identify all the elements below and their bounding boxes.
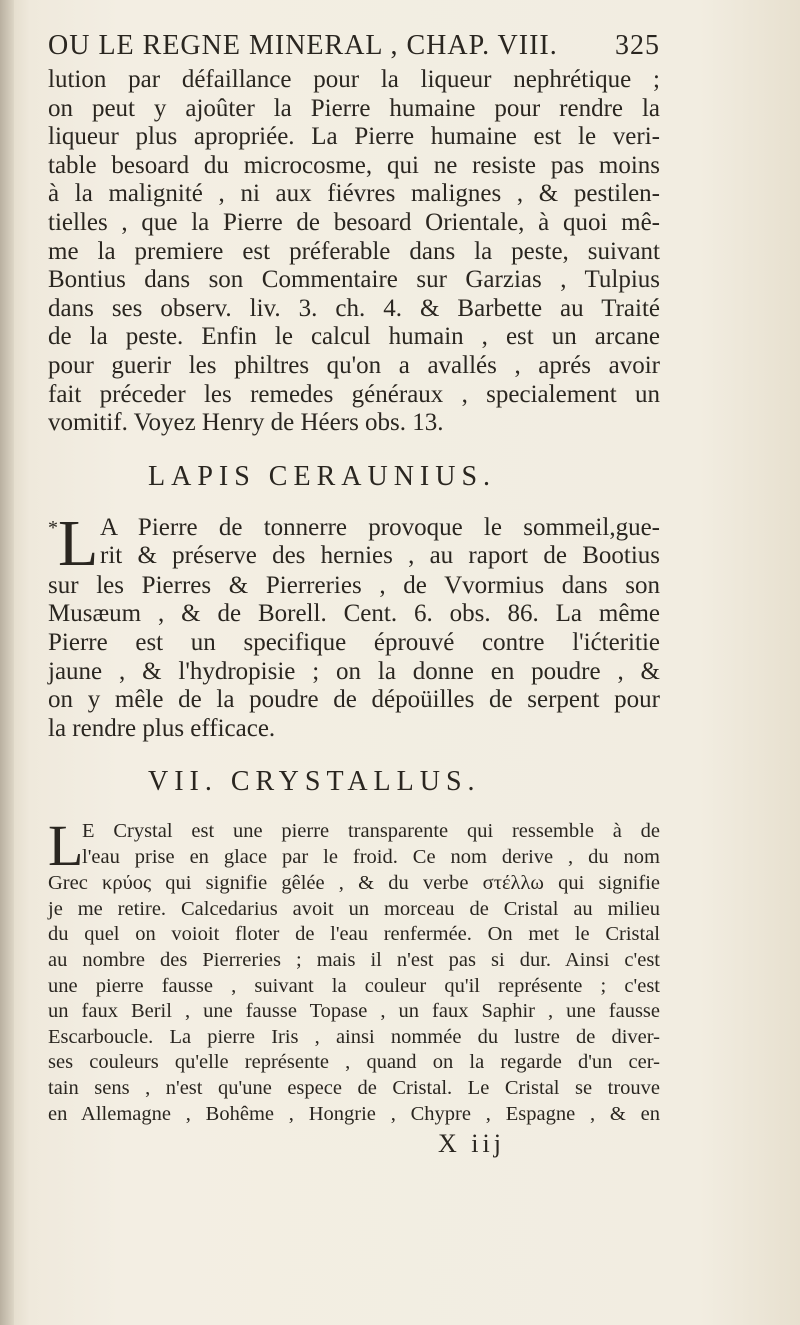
text-line: Bontius dans son Commentaire sur Garzias , Tulpius (48, 266, 660, 294)
text-line: Pierre est un specifique éprouvé contre l'ićteritie (48, 628, 660, 656)
text-line: Musæum , & de Borell. Cent. 6. obs. 86. La même (48, 600, 660, 628)
text-line: me la premiere est préferable dans la peste, suivant (48, 237, 660, 265)
text-line: du quel on voioit floter de l'eau renfermée. On met le Cristal (48, 923, 660, 946)
text-line: vomitif. Voyez Henry de Héers obs. 13. (48, 409, 444, 437)
text-line: pour guerir les philtres qu'on a avallés , aprés avoir (48, 351, 660, 379)
text-line: l'eau prise en glace par le froid. Ce nom derive , du nom (82, 845, 660, 868)
dropcap-row (48, 506, 660, 580)
text-line: on peut y ajoûter la Pierre humaine pour rendre la (48, 94, 660, 122)
text-line: Grec κρύος qui signifie gêlée , & du verbe στέλλω qui signifie (48, 872, 660, 895)
text-line: tain sens , n'est qu'une espece de Cristal. Le Cristal se trouve (48, 1077, 660, 1100)
text-line: une pierre fausse , suivant la couleur qu'il représente ; c'est (48, 974, 660, 997)
running-head (48, 30, 660, 62)
running-head-title: OU LE REGNE MINERAL , CHAP. VIII. (48, 30, 558, 61)
text-line: au nombre des Pierreries ; mais il n'est pas si dur. Ainsi c'est (48, 949, 660, 972)
text-line: de la peste. Enfin le calcul humain , est un arcane (48, 323, 660, 351)
text-line: jaune , & l'hydropisie ; on la donne en poudre , & (48, 657, 660, 685)
text-line: rit & préserve des hernies , au raport de Bootius (100, 542, 660, 570)
text-line: dans ses observ. liv. 3. ch. 4. & Barbette au Traité (48, 294, 660, 322)
text-line: lution par défaillance pour la liqueur nephrétique ; (48, 66, 660, 93)
text-line: en Allemagne , Bohême , Hongrie , Chypre , Espagne , & en (48, 1102, 660, 1125)
text-line: je me retire. Calcedarius avoit un morceau de Cristal au milieu (48, 897, 660, 920)
dropcap-lines (100, 514, 660, 572)
text-line: sur les Pierres & Pierreries , de Vvormius dans son (48, 571, 660, 599)
text-line: E Crystal est une pierre transparente qui ressemble à de (82, 820, 660, 843)
text-line: ses couleurs qu'elle représente , quand on la regarde d'un cer- (48, 1051, 660, 1074)
dropcap-row (48, 813, 660, 879)
text-line: fait préceder les remedes généraux , specialement un (48, 380, 660, 408)
text-line: la rendre plus efficace. (48, 714, 276, 742)
drop-cap: L (48, 813, 84, 879)
page-number: 325 (615, 30, 660, 61)
paragraph-3 (48, 813, 660, 1127)
dropcap-lines (82, 819, 660, 871)
drop-cap: L (58, 506, 99, 580)
text-line: on y mêle de la poudre de dépoüilles de serpent pour (48, 686, 660, 714)
page-gutter-edge (0, 0, 14, 1325)
page-text-block (48, 30, 660, 1159)
paragraph-1 (48, 66, 660, 438)
section-heading-crystallus: VII. CRYSTALLUS. (148, 766, 481, 798)
text-line: table besoard du microcosme, qui ne resiste pas moins (48, 151, 660, 179)
text-line: tielles , que la Pierre de besoard Orientale, à quoi mê- (48, 208, 660, 236)
asterisk-mark: * (48, 516, 58, 539)
section-heading-lapis-ceraunius: LAPIS CERAUNIUS. (148, 460, 497, 492)
text-line: Escarboucle. La pierre Iris , ainsi nommée du lustre de diver- (48, 1025, 660, 1048)
paragraph-2 (48, 506, 660, 744)
text-line: un faux Beril , une fausse Topase , un faux Saphir , une fausse (48, 1000, 660, 1023)
text-line: à la malignité , ni aux fiévres malignes , & pestilen- (48, 180, 660, 208)
text-line: liqueur plus apropriée. La Pierre humaine est le veri- (48, 123, 660, 151)
signature-mark: X iij (438, 1129, 505, 1159)
text-line: A Pierre de tonnerre provoque le sommeil,gue- (100, 513, 660, 541)
